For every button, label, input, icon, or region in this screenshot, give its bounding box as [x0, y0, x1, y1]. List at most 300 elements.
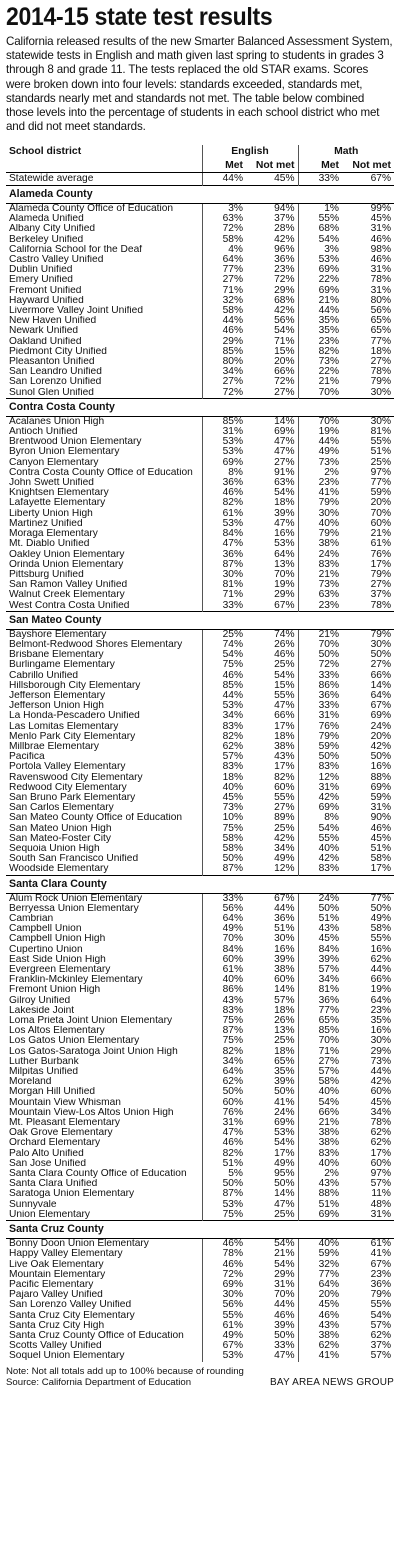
math-not-met: 45% — [370, 214, 391, 225]
math-met: 21% — [298, 570, 342, 580]
table-row — [6, 1351, 394, 1361]
table-row — [6, 914, 394, 924]
table-row — [6, 590, 394, 600]
english-met: 72% — [202, 388, 246, 399]
math-not-met: 67% — [370, 173, 391, 184]
english-met: 62% — [202, 1077, 246, 1087]
english-not-met: 47% — [274, 447, 295, 458]
math-met: 57% — [298, 1067, 342, 1077]
english-met: 60% — [202, 955, 246, 965]
table-row — [6, 388, 394, 399]
english-not-met: 47% — [274, 701, 295, 712]
district-name: Moraga Elementary — [9, 529, 98, 540]
math-met: 51% — [298, 1200, 342, 1210]
english-not-met: 54% — [274, 488, 295, 499]
district-name: Lafayette Elementary — [9, 498, 106, 509]
math-not-met: 57% — [370, 1179, 391, 1190]
district-name: Acalanes Union High — [9, 416, 105, 427]
math-met: 32% — [298, 1260, 342, 1270]
district-name: Santa Cruz County Office of Education — [9, 1330, 184, 1341]
english-met: 40% — [202, 783, 246, 793]
english-met: 53% — [202, 519, 246, 529]
table-row — [6, 681, 394, 691]
english-met: 78% — [202, 1249, 246, 1259]
district-name: San Lorenzo Unified — [9, 377, 102, 388]
english-not-met: 25% — [274, 823, 295, 834]
table-row — [6, 1026, 394, 1036]
math-met: 58% — [298, 1077, 342, 1087]
english-met: 60% — [202, 1098, 246, 1108]
english-met: 75% — [202, 824, 246, 834]
english-not-met: 70% — [274, 569, 295, 580]
english-not-met: 34% — [274, 843, 295, 854]
english-met: 44% — [202, 691, 246, 701]
math-met: 40% — [298, 519, 342, 529]
english-met: 33% — [202, 601, 246, 612]
math-met: 41% — [298, 1351, 342, 1361]
english-met: 77% — [202, 265, 246, 275]
table-row — [6, 235, 394, 245]
english-not-met-header: Not met — [246, 159, 298, 173]
district-name: Pacific Elementary — [9, 1279, 94, 1290]
table-row — [6, 1098, 394, 1108]
math-met: 23% — [298, 337, 342, 347]
math-not-met: 57% — [370, 1320, 391, 1331]
district-name: Pittsburg Unified — [9, 569, 84, 580]
credit: BAY AREA NEWS GROUP — [269, 1376, 394, 1388]
county-header-row — [6, 398, 394, 416]
math-not-met: 31% — [370, 285, 391, 296]
english-met: 49% — [202, 1331, 246, 1341]
district-name: New Haven Unified — [9, 316, 97, 327]
math-met: 43% — [298, 924, 342, 934]
district-name: Fremont Union High — [9, 985, 101, 996]
math-met: 57% — [298, 965, 342, 975]
math-not-met: 61% — [370, 1238, 391, 1250]
district-name: Oakland Unified — [9, 336, 82, 347]
english-met: 50% — [202, 1087, 246, 1097]
math-not-met: 45% — [370, 833, 391, 844]
district-name: Campbell Union High — [9, 934, 106, 945]
english-not-met: 14% — [274, 416, 295, 427]
district-name: West Contra Costa Unified — [9, 600, 130, 611]
district-name: Berryessa Union Elementary — [9, 903, 139, 914]
table-row — [6, 204, 394, 215]
english-not-met: 29% — [274, 590, 295, 601]
english-not-met: 29% — [274, 1269, 295, 1280]
district-name: Milpitas Unified — [9, 1067, 79, 1078]
district-name: Union Elementary — [9, 1209, 90, 1220]
table-row — [6, 629, 394, 640]
math-not-met: 59% — [370, 488, 391, 499]
math-met: 23% — [298, 601, 342, 612]
district-name: San Mateo Union High — [9, 823, 112, 834]
math-met: 12% — [298, 773, 342, 783]
english-not-met: 89% — [274, 813, 295, 824]
english-met: 76% — [202, 1108, 246, 1118]
english-met: 61% — [202, 509, 246, 519]
english-not-met: 26% — [274, 1016, 295, 1027]
english-header: English — [202, 145, 298, 159]
table-row — [6, 1138, 394, 1148]
district-name: Santa Clara County Office of Education — [9, 1169, 187, 1180]
math-not-met: 46% — [370, 234, 391, 245]
table-row — [6, 437, 394, 447]
math-met: 45% — [298, 1300, 342, 1310]
math-met: 55% — [298, 214, 342, 224]
district-name: Bayshore Elementary — [9, 629, 107, 640]
english-not-met: 54% — [274, 670, 295, 681]
english-met: 64% — [202, 1067, 246, 1077]
english-not-met: 72% — [274, 275, 295, 286]
math-met: 21% — [298, 629, 342, 640]
english-not-met: 26% — [274, 639, 295, 650]
math-not-met: 70% — [370, 508, 391, 519]
math-not-met: 79% — [370, 629, 391, 640]
math-met: 77% — [298, 1270, 342, 1280]
english-met: 27% — [202, 275, 246, 285]
county-header-row — [6, 1221, 394, 1239]
table-row — [6, 306, 394, 316]
math-met: 38% — [298, 1138, 342, 1148]
math-not-met: 31% — [370, 1209, 391, 1220]
english-not-met: 91% — [274, 467, 295, 478]
district-name: Antioch Unified — [9, 427, 78, 438]
english-met: 75% — [202, 1016, 246, 1026]
math-not-met: 60% — [370, 518, 391, 529]
table-row — [6, 904, 394, 914]
english-met: 53% — [202, 701, 246, 711]
district-name: Santa Clara Unified — [9, 1179, 98, 1190]
math-not-met: 30% — [370, 387, 391, 398]
english-not-met: 55% — [274, 792, 295, 803]
table-subheader-row — [6, 159, 394, 173]
english-met: 86% — [202, 985, 246, 995]
english-not-met: 51% — [274, 924, 295, 935]
math-not-met: 44% — [370, 965, 391, 976]
table-row — [6, 1311, 394, 1321]
table-row — [6, 1006, 394, 1016]
math-met: 46% — [298, 1311, 342, 1321]
district-name: Alameda County Office of Education — [9, 203, 174, 214]
math-met: 69% — [298, 286, 342, 296]
math-not-met: 42% — [370, 1077, 391, 1088]
table-row — [6, 1331, 394, 1341]
district-name: Santa Cruz City Elementary — [9, 1310, 135, 1321]
math-met: 70% — [298, 388, 342, 399]
district-name: Mountain Elementary — [9, 1269, 106, 1280]
english-met: 82% — [202, 732, 246, 742]
footer — [6, 1366, 394, 1388]
math-not-met: 18% — [370, 346, 391, 357]
math-not-met: 19% — [370, 985, 391, 996]
math-met: 50% — [298, 752, 342, 762]
english-met: 3% — [202, 204, 246, 215]
statewide-row — [6, 173, 394, 186]
county-header-row — [6, 611, 394, 629]
district-name: Statewide average — [9, 173, 94, 184]
math-header: Math — [298, 145, 394, 159]
district-name: South San Francisco Unified — [9, 854, 139, 865]
english-met: 46% — [202, 326, 246, 336]
english-not-met: 67% — [274, 893, 295, 904]
english-met: 34% — [202, 367, 246, 377]
table-row — [6, 996, 394, 1006]
district-name: Mt. Pleasant Elementary — [9, 1118, 120, 1129]
math-met: 21% — [298, 1118, 342, 1128]
district-name: San Lorenzo Valley Unified — [9, 1300, 132, 1311]
english-not-met: 39% — [274, 508, 295, 519]
math-met: 51% — [298, 914, 342, 924]
english-met: 74% — [202, 640, 246, 650]
english-not-met: 54% — [274, 1259, 295, 1270]
english-not-met: 47% — [274, 1199, 295, 1210]
english-met: 82% — [202, 1047, 246, 1057]
english-not-met: 24% — [274, 1107, 295, 1118]
county-name: Alameda County — [6, 186, 394, 204]
math-not-met: 23% — [370, 1005, 391, 1016]
english-not-met: 50% — [274, 1330, 295, 1341]
district-name: Mountain View-Los Altos Union High — [9, 1107, 174, 1118]
district-name: San Mateo County Office of Education — [9, 813, 183, 824]
district-name: Jefferson Union High — [9, 701, 104, 712]
english-not-met: 18% — [274, 498, 295, 509]
district-name: Walnut Creek Elementary — [9, 590, 125, 601]
math-met: 31% — [298, 711, 342, 721]
math-not-met: 79% — [370, 569, 391, 580]
english-met: 53% — [202, 437, 246, 447]
math-not-met: 51% — [370, 843, 391, 854]
math-not-met: 98% — [370, 244, 391, 255]
math-not-met: 66% — [370, 975, 391, 986]
english-not-met: 25% — [274, 1209, 295, 1220]
math-not-met: 55% — [370, 934, 391, 945]
math-not-met: 66% — [370, 670, 391, 681]
math-met: 70% — [298, 416, 342, 427]
district-name: Oak Grove Elementary — [9, 1128, 113, 1139]
english-met: 71% — [202, 286, 246, 296]
table-row — [6, 498, 394, 508]
math-not-met: 17% — [370, 1148, 391, 1159]
math-not-met: 73% — [370, 1056, 391, 1067]
table-row — [6, 1189, 394, 1199]
math-met: 83% — [298, 1149, 342, 1159]
district-name: Pajaro Valley Unified — [9, 1290, 103, 1301]
english-not-met: 96% — [274, 244, 295, 255]
math-not-met: 42% — [370, 741, 391, 752]
math-not-met: 81% — [370, 427, 391, 438]
math-not-met: 27% — [370, 357, 391, 368]
math-not-met: 78% — [370, 600, 391, 611]
table-row — [6, 803, 394, 813]
english-met: 27% — [202, 377, 246, 387]
math-met: 22% — [298, 367, 342, 377]
table-row — [6, 834, 394, 844]
district-name: Burlingame Elementary — [9, 660, 115, 671]
table-row — [6, 793, 394, 803]
math-not-met: 21% — [370, 529, 391, 540]
table-row — [6, 509, 394, 519]
math-not-met: 17% — [370, 864, 391, 875]
math-not-met: 50% — [370, 903, 391, 914]
math-not-met: 61% — [370, 539, 391, 550]
math-met: 73% — [298, 458, 342, 468]
math-not-met: 30% — [370, 416, 391, 427]
table-row — [6, 519, 394, 529]
english-met: 75% — [202, 660, 246, 670]
math-met: 27% — [298, 1057, 342, 1067]
table-row — [6, 580, 394, 590]
table-row — [6, 844, 394, 854]
district-name: Emery Unified — [9, 275, 73, 286]
district-name: Sequoia Union High — [9, 843, 100, 854]
table-row — [6, 924, 394, 934]
english-not-met: 28% — [274, 224, 295, 235]
table-row — [6, 1047, 394, 1057]
english-not-met: 16% — [274, 944, 295, 955]
table-row — [6, 357, 394, 367]
english-not-met: 60% — [274, 782, 295, 793]
math-not-met: 69% — [370, 782, 391, 793]
english-not-met: 55% — [274, 690, 295, 701]
table-row — [6, 214, 394, 224]
english-not-met: 74% — [274, 629, 295, 640]
math-not-met: 99% — [370, 203, 391, 214]
english-met: 56% — [202, 904, 246, 914]
district-name: Campbell Union — [9, 924, 82, 935]
table-row — [6, 773, 394, 783]
math-not-met: 44% — [370, 1067, 391, 1078]
english-not-met: 23% — [274, 265, 295, 276]
english-not-met: 63% — [274, 478, 295, 489]
district-name: Pacifica — [9, 752, 45, 763]
district-name: Woodside Elementary — [9, 864, 109, 875]
results-table — [6, 145, 394, 1362]
math-met: 69% — [298, 265, 342, 275]
english-not-met: 18% — [274, 1046, 295, 1057]
table-row — [6, 671, 394, 681]
table-row — [6, 1067, 394, 1077]
table-row — [6, 1300, 394, 1310]
math-met: 54% — [298, 824, 342, 834]
math-not-met: 35% — [370, 1016, 391, 1027]
math-not-met: 46% — [370, 255, 391, 266]
district-name: Evergreen Elementary — [9, 965, 111, 976]
district-name: Millbrae Elementary — [9, 741, 100, 752]
english-met: 50% — [202, 1179, 246, 1189]
math-not-met: 77% — [370, 893, 391, 904]
district-name: San Ramon Valley Unified — [9, 580, 128, 591]
table-row — [6, 1210, 394, 1221]
math-not-met: 97% — [370, 467, 391, 478]
english-not-met: 27% — [274, 803, 295, 814]
table-row — [6, 275, 394, 285]
math-not-met: 48% — [370, 1199, 391, 1210]
table-row — [6, 762, 394, 772]
math-not-met: 46% — [370, 823, 391, 834]
table-row — [6, 1260, 394, 1270]
english-not-met: 41% — [274, 1097, 295, 1108]
math-met: 65% — [298, 1016, 342, 1026]
english-not-met: 82% — [274, 772, 295, 783]
english-not-met: 42% — [274, 234, 295, 245]
math-met: 36% — [298, 996, 342, 1006]
district-name: Soquel Union Elementary — [9, 1351, 125, 1362]
math-met: 73% — [298, 357, 342, 367]
table-row — [6, 255, 394, 265]
math-met: 71% — [298, 1047, 342, 1057]
math-met: 38% — [298, 539, 342, 549]
math-met: 49% — [298, 447, 342, 457]
english-not-met: 44% — [274, 903, 295, 914]
english-met: 46% — [202, 671, 246, 681]
table-row — [6, 1118, 394, 1128]
table-row — [6, 813, 394, 823]
district-name: Sunnyvale — [9, 1199, 57, 1210]
math-met: 79% — [298, 529, 342, 539]
table-row — [6, 1108, 394, 1118]
english-not-met: 13% — [274, 1026, 295, 1037]
math-met: 66% — [298, 1108, 342, 1118]
english-met: 46% — [202, 488, 246, 498]
english-not-met: 18% — [274, 731, 295, 742]
english-met: 46% — [202, 1138, 246, 1148]
english-met: 58% — [202, 844, 246, 854]
table-row — [6, 529, 394, 539]
math-not-met: 58% — [370, 854, 391, 865]
math-met: 70% — [298, 640, 342, 650]
english-not-met: 47% — [274, 518, 295, 529]
english-not-met: 38% — [274, 965, 295, 976]
math-met: 36% — [298, 691, 342, 701]
math-not-met: 54% — [370, 1310, 391, 1321]
district-name: Ravenswood City Elementary — [9, 772, 143, 783]
district-name: Belmont-Redwood Shores Elementary — [9, 639, 183, 650]
math-not-met: 80% — [370, 295, 391, 306]
county-name: Santa Cruz County — [6, 1221, 394, 1239]
math-met: 50% — [298, 904, 342, 914]
table-row — [6, 296, 394, 306]
district-name: Gilroy Unified — [9, 995, 71, 1006]
english-not-met: 64% — [274, 549, 295, 560]
district-name: Live Oak Elementary — [9, 1259, 104, 1270]
table-row — [6, 934, 394, 944]
english-met: 64% — [202, 255, 246, 265]
math-met: 69% — [298, 1210, 342, 1221]
english-not-met: 15% — [274, 680, 295, 691]
district-name: Albany City Unified — [9, 224, 96, 235]
math-not-met: 62% — [370, 1330, 391, 1341]
english-met: 87% — [202, 1189, 246, 1199]
english-not-met: 30% — [274, 934, 295, 945]
district-name: Las Lomitas Elementary — [9, 721, 119, 732]
math-met: 76% — [298, 722, 342, 732]
table-row — [6, 965, 394, 975]
math-not-met: 24% — [370, 721, 391, 732]
english-not-met: 66% — [274, 711, 295, 722]
english-not-met: 21% — [274, 1249, 295, 1260]
table-row — [6, 1179, 394, 1189]
math-not-met: 25% — [370, 457, 391, 468]
math-not-met: 62% — [370, 1128, 391, 1139]
english-met: 4% — [202, 245, 246, 255]
math-met: 3% — [298, 245, 342, 255]
county-header-row — [6, 875, 394, 893]
district-name: Scotts Valley Unified — [9, 1341, 102, 1352]
math-met: 83% — [298, 560, 342, 570]
math-met: 31% — [298, 783, 342, 793]
english-met: 70% — [202, 934, 246, 944]
